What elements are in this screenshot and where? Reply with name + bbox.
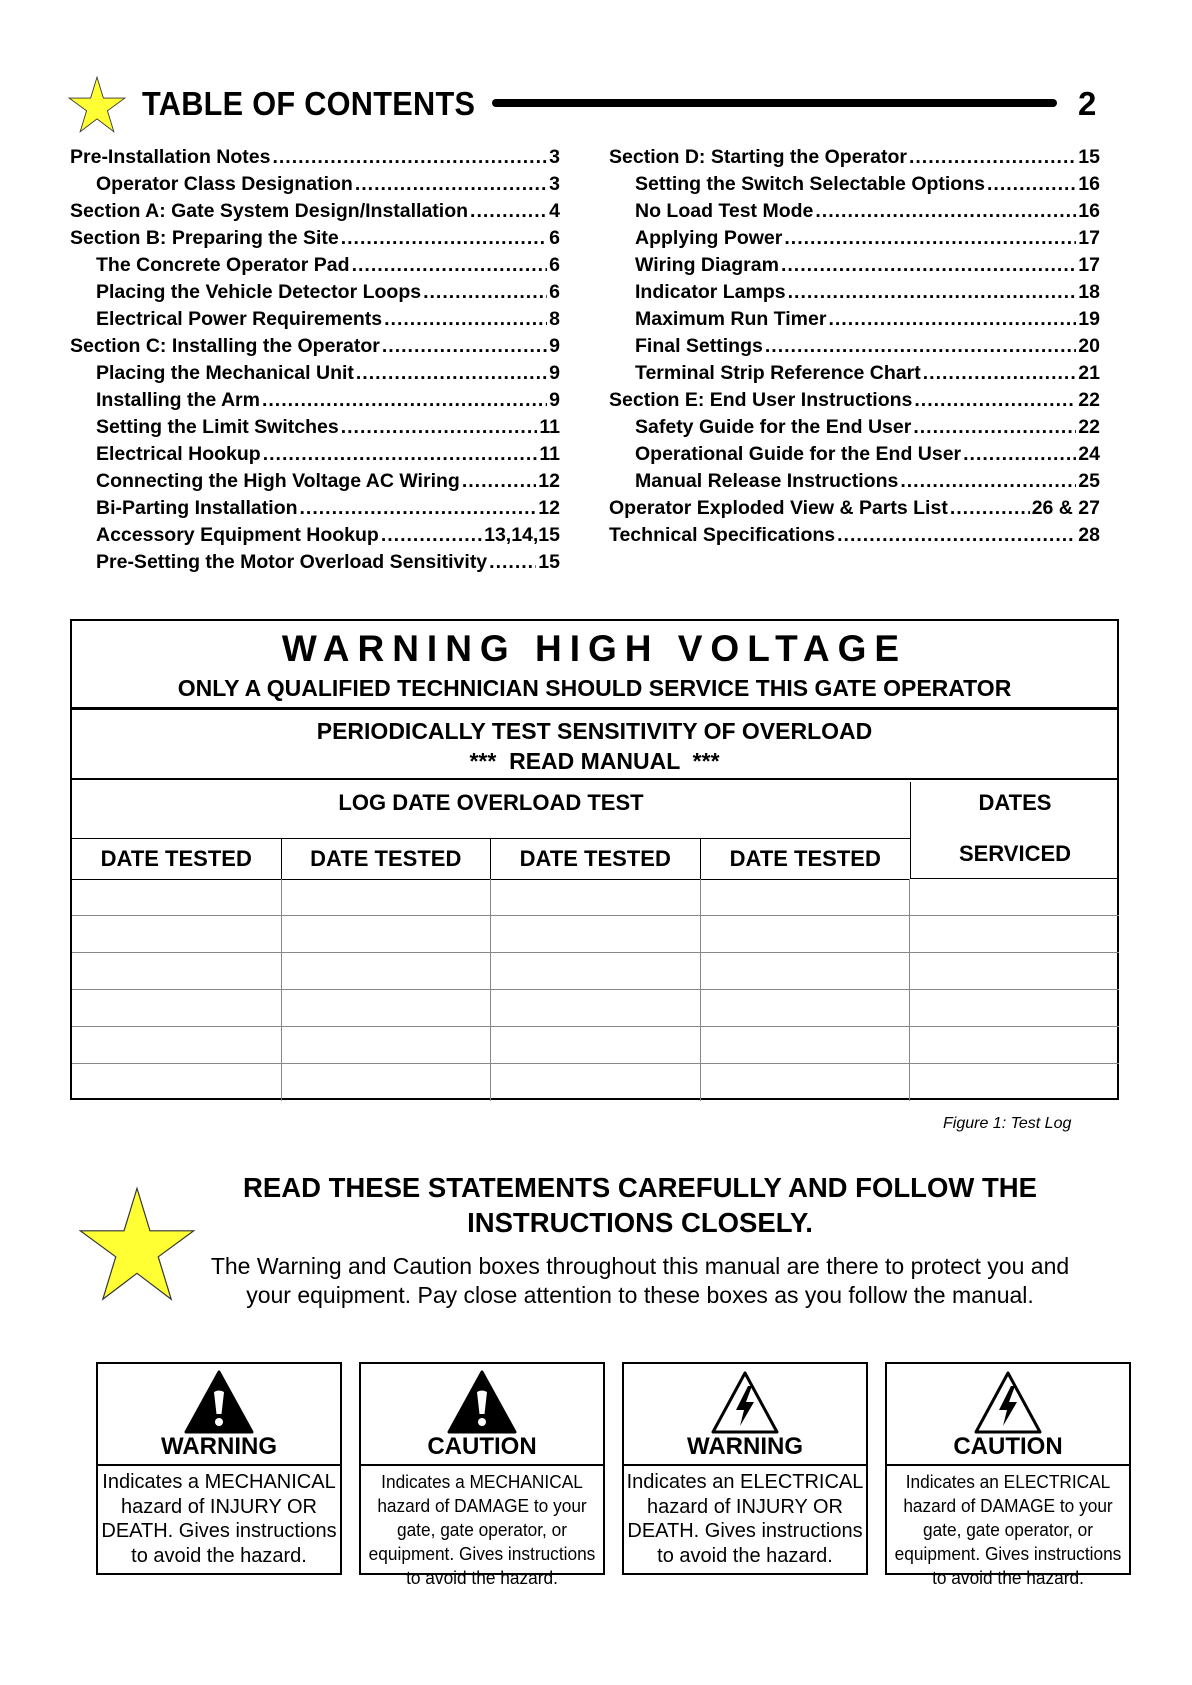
toc-entry <box>609 470 1100 497</box>
dates-serviced-header <box>910 782 1119 879</box>
column-header: DATE TESTED <box>491 839 701 879</box>
toc-entry-title: Wiring Diagram <box>635 254 779 276</box>
toc-leader-dots <box>815 200 1076 223</box>
electrical-hazard-icon <box>973 1370 1043 1434</box>
toc-left-column <box>70 146 560 578</box>
figure-caption: Figure 1: Test Log <box>943 1115 1072 1132</box>
log-cell <box>491 916 701 952</box>
toc-entry-title: No Load Test Mode <box>635 200 814 222</box>
toc-entry-page: 28 <box>1078 524 1100 546</box>
toc-entry-title: Operator Class Designation <box>96 173 353 195</box>
toc-entry-title: Operational Guide for the End User <box>635 443 962 465</box>
toc-entry <box>609 362 1100 389</box>
toc-entry-page: 17 <box>1078 254 1100 276</box>
read-statements-body: The Warning and Caution boxes throughout this manual are there to protect you and your equipment. Pay close attention to these boxes as you follow the manual. <box>210 1253 1070 1308</box>
toc-leader-dots <box>423 281 547 304</box>
table-row <box>72 953 1119 990</box>
toc-leader-dots <box>470 200 547 223</box>
toc-entry <box>70 281 560 308</box>
toc-entry-title: Connecting the High Voltage AC Wiring <box>96 470 460 492</box>
toc-leader-dots <box>352 254 548 277</box>
toc-entry-title: Electrical Hookup <box>96 443 261 465</box>
toc-entry <box>609 200 1100 227</box>
log-cell <box>491 1064 701 1101</box>
toc-entry <box>609 335 1100 362</box>
toc-entry-title: Indicator Lamps <box>635 281 786 303</box>
toc-entry-title: Electrical Power Requirements <box>96 308 383 330</box>
toc-entry <box>609 281 1100 308</box>
log-cell <box>72 879 282 915</box>
test-log-table <box>70 619 1119 1100</box>
toc-entry-page: 6 <box>549 281 560 303</box>
electrical-warning-box <box>622 1362 868 1575</box>
table-row <box>72 1064 1119 1101</box>
toc-entry-page: 3 <box>549 173 560 195</box>
log-cell <box>910 1064 1119 1101</box>
toc-entry <box>609 416 1100 443</box>
toc-leader-dots <box>489 551 536 574</box>
toc-leader-dots <box>987 173 1076 196</box>
log-cell <box>72 990 282 1026</box>
toc-leader-dots <box>828 308 1076 331</box>
log-cell <box>701 953 911 989</box>
toc-entry-title: Section C: Installing the Operator <box>70 335 380 357</box>
toc-entry <box>70 335 560 362</box>
electrical-hazard-icon <box>710 1370 780 1434</box>
toc-leader-dots <box>950 497 1030 520</box>
table-row <box>72 990 1119 1027</box>
serviced-label: SERVICED <box>958 841 1072 866</box>
toc-entry-page: 19 <box>1078 308 1100 330</box>
toc-leader-dots <box>923 362 1077 385</box>
toc-entry-page: 8 <box>549 308 560 330</box>
toc-entry-title: Accessory Equipment Hookup <box>96 524 379 546</box>
toc-entry-page: 6 <box>549 254 560 276</box>
log-cell <box>701 1027 911 1063</box>
log-cell <box>491 879 701 915</box>
star-icon <box>78 1186 196 1304</box>
log-entry-grid <box>72 879 1119 1100</box>
toc-entry-page: 11 <box>539 416 560 438</box>
toc-leader-dots <box>788 281 1077 304</box>
warning-title: WARNING HIGH VOLTAGE <box>281 628 908 669</box>
toc-leader-dots <box>837 524 1076 547</box>
log-cell <box>910 1027 1119 1063</box>
toc-entry <box>609 146 1100 173</box>
hazard-label: CAUTION <box>953 1433 1063 1460</box>
toc-entry-title: Applying Power <box>635 227 783 249</box>
toc-entry <box>609 524 1100 551</box>
toc-leader-dots <box>341 416 538 439</box>
toc-entry <box>70 200 560 227</box>
toc-entry <box>70 551 560 578</box>
toc-entry-page: 26 & 27 <box>1031 497 1100 519</box>
toc-entry-page: 3 <box>549 146 560 168</box>
hazard-description: Indicates a MECHANICAL hazard of INJURY OR DEATH. Gives instructions to avoid the hazard. <box>101 1471 337 1567</box>
hazard-label: WARNING <box>161 1433 277 1460</box>
log-cell <box>72 1027 282 1063</box>
toc-entry-title: Manual Release Instructions <box>635 470 899 492</box>
toc-entry-title: Operator Exploded View & Parts List <box>609 497 948 519</box>
toc-entry <box>609 497 1100 524</box>
periodic-test-notice <box>72 710 1117 780</box>
toc-entry-title: Placing the Vehicle Detector Loops <box>96 281 422 303</box>
hazard-description: Indicates an ELECTRICAL hazard of INJURY OR DEATH. Gives instructions to avoid the hazard. <box>626 1471 864 1567</box>
toc-entry-page: 9 <box>549 335 560 357</box>
dates-label: DATES <box>978 790 1052 815</box>
toc-leader-dots <box>355 173 547 196</box>
star-icon <box>68 76 126 134</box>
log-cell <box>701 990 911 1026</box>
toc-leader-dots <box>784 227 1076 250</box>
mechanical-warning-box <box>96 1362 342 1575</box>
read-statements-title: READ THESE STATEMENTS CAREFULLY AND FOLLOW THE INSTRUCTIONS CLOSELY. <box>243 1172 1037 1238</box>
toc-entry-title: Setting the Limit Switches <box>96 416 339 438</box>
log-cell <box>282 990 492 1026</box>
log-cell <box>910 879 1119 915</box>
toc-entry-title: Final Settings <box>635 335 763 357</box>
toc-entry-page: 24 <box>1078 443 1100 465</box>
log-cell <box>701 916 911 952</box>
toc-leader-dots <box>913 416 1076 439</box>
toc-entry-title: Section B: Preparing the Site <box>70 227 339 249</box>
toc-leader-dots <box>900 470 1076 493</box>
toc-entry-page: 12 <box>538 470 560 492</box>
log-date-header: LOG DATE OVERLOAD TEST <box>72 782 910 839</box>
mechanical-caution-box <box>359 1362 605 1588</box>
toc-entry-title: Pre-Installation Notes <box>70 146 271 168</box>
toc-entry-title: Installing the Arm <box>96 389 260 411</box>
hazard-label: WARNING <box>687 1433 803 1460</box>
log-cell <box>72 916 282 952</box>
toc-entry-page: 18 <box>1078 281 1100 303</box>
toc-entry <box>70 497 560 524</box>
toc-entry <box>609 227 1100 254</box>
toc-leader-dots <box>963 443 1076 466</box>
toc-leader-dots <box>909 146 1076 169</box>
high-voltage-warning <box>72 621 1117 710</box>
toc-entry-title: Safety Guide for the End User <box>635 416 912 438</box>
hazard-description: Indicates a MECHANICAL hazard of DAMAGE to your gate, gate operator, or equipment. Gives instructions to avoid the hazard. <box>368 1472 596 1588</box>
toc-entry <box>609 389 1100 416</box>
log-cell <box>282 1064 492 1101</box>
log-cell <box>491 990 701 1026</box>
warning-subtitle: ONLY A QUALIFIED TECHNICIAN SHOULD SERVICE THIS GATE OPERATOR <box>177 675 1012 701</box>
toc-entry <box>609 254 1100 281</box>
column-header: DATE TESTED <box>72 839 282 879</box>
log-cell <box>701 1064 911 1101</box>
page-number: 2 <box>1078 85 1097 122</box>
log-cell <box>72 953 282 989</box>
toc-entry <box>70 389 560 416</box>
toc-entry <box>70 470 560 497</box>
toc-leader-dots <box>382 335 547 358</box>
electrical-caution-box <box>885 1362 1131 1588</box>
toc-leader-dots <box>781 254 1076 277</box>
toc-leader-dots <box>356 362 547 385</box>
toc-entry-page: 22 <box>1078 416 1100 438</box>
toc-entry <box>609 443 1100 470</box>
toc-entry-page: 16 <box>1078 173 1100 195</box>
toc-entry <box>70 416 560 443</box>
log-cell <box>72 1064 282 1101</box>
toc-entry-title: Section A: Gate System Design/Installation <box>70 200 469 222</box>
toc-right-column <box>609 146 1100 551</box>
toc-leader-dots <box>384 308 547 331</box>
toc-entry-title: Maximum Run Timer <box>635 308 827 330</box>
toc-entry-title: Terminal Strip Reference Chart <box>635 362 921 384</box>
toc-entry-page: 15 <box>1078 146 1100 168</box>
toc-entry <box>70 254 560 281</box>
toc-leader-dots <box>914 389 1076 412</box>
toc-entry <box>70 308 560 335</box>
log-cell <box>282 879 492 915</box>
periodic-line-1: PERIODICALLY TEST SENSITIVITY OF OVERLOAD <box>316 718 873 744</box>
mechanical-hazard-icon <box>447 1370 517 1434</box>
toc-entry-page: 12 <box>538 497 560 519</box>
toc-entry-page: 25 <box>1078 470 1100 492</box>
table-row <box>72 1027 1119 1064</box>
toc-entry <box>70 173 560 200</box>
toc-leader-dots <box>765 335 1076 358</box>
toc-entry-title: Technical Specifications <box>609 524 836 546</box>
toc-entry-title: Section E: End User Instructions <box>609 389 913 411</box>
log-cell <box>910 990 1119 1026</box>
table-row <box>72 916 1119 953</box>
date-tested-headers <box>72 839 910 880</box>
mechanical-hazard-icon <box>184 1370 254 1434</box>
toc-entry-page: 17 <box>1078 227 1100 249</box>
toc-leader-dots <box>262 389 547 412</box>
toc-leader-dots <box>462 470 536 493</box>
column-header: DATE TESTED <box>282 839 492 879</box>
hazard-description: Indicates an ELECTRICAL hazard of DAMAGE to your gate, gate operator, or equipment. Gives instructions to avoid the hazard. <box>894 1472 1122 1588</box>
toc-entry-page: 16 <box>1078 200 1100 222</box>
log-cell <box>282 916 492 952</box>
toc-entry-title: Bi-Parting Installation <box>96 497 298 519</box>
log-cell <box>282 953 492 989</box>
toc-entry-page: 9 <box>549 389 560 411</box>
table-row <box>72 879 1119 916</box>
toc-entry-page: 4 <box>549 200 560 222</box>
toc-entry-page: 9 <box>549 362 560 384</box>
log-cell <box>491 953 701 989</box>
toc-entry-page: 22 <box>1078 389 1100 411</box>
title-rule <box>492 99 1057 107</box>
toc-entry-title: Setting the Switch Selectable Options <box>635 173 985 195</box>
toc-entry-title: Pre-Setting the Motor Overload Sensitivity <box>96 551 488 573</box>
toc-entry <box>70 443 560 470</box>
toc-entry-page: 11 <box>539 443 560 465</box>
toc-entry-title: Placing the Mechanical Unit <box>96 362 354 384</box>
toc-entry-title: Section D: Starting the Operator <box>609 146 907 168</box>
column-header: DATE TESTED <box>729 846 881 871</box>
toc-leader-dots <box>381 524 482 547</box>
toc-entry <box>609 173 1100 200</box>
log-cell <box>701 879 911 915</box>
toc-leader-dots <box>263 443 538 466</box>
page-title: TABLE OF CONTENTS <box>142 85 476 122</box>
toc-leader-dots <box>300 497 537 520</box>
toc-entry-page: 21 <box>1078 362 1100 384</box>
toc-leader-dots <box>341 227 547 250</box>
log-cell <box>910 953 1119 989</box>
log-cell <box>491 1027 701 1063</box>
toc-entry-page: 20 <box>1078 335 1100 357</box>
toc-entry <box>70 146 560 173</box>
toc-entry <box>70 227 560 254</box>
log-cell <box>282 1027 492 1063</box>
toc-entry <box>609 308 1100 335</box>
toc-entry <box>70 524 560 551</box>
periodic-line-2: *** READ MANUAL *** <box>469 748 720 774</box>
toc-leader-dots <box>272 146 547 169</box>
log-cell <box>910 916 1119 952</box>
toc-entry-title: The Concrete Operator Pad <box>96 254 350 276</box>
hazard-label: CAUTION <box>427 1433 537 1460</box>
toc-entry-page: 13,14,15 <box>484 524 560 546</box>
toc-entry-page: 15 <box>538 551 560 573</box>
toc-entry <box>70 362 560 389</box>
toc-entry-page: 6 <box>549 227 560 249</box>
